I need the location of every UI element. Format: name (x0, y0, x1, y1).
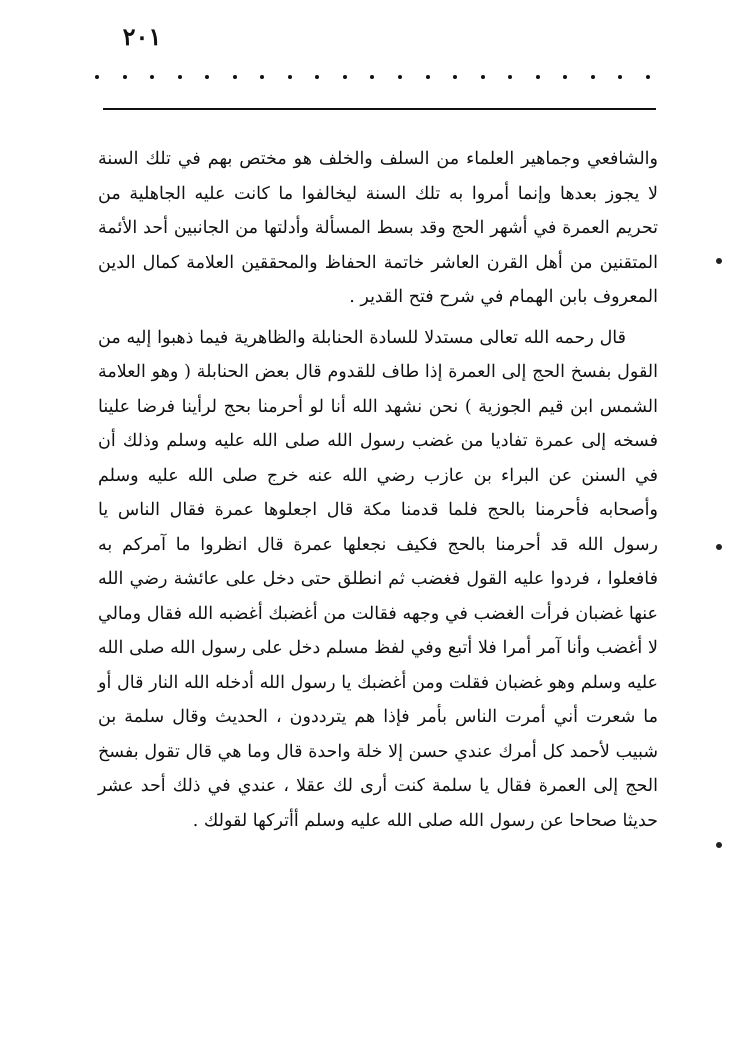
separator-dot (398, 75, 402, 79)
scan-speck (716, 258, 722, 264)
separator-dot (260, 75, 264, 79)
separator-dot (563, 75, 567, 79)
separator-dot (508, 75, 512, 79)
separator-dot (591, 75, 595, 79)
separator-dot (453, 75, 457, 79)
body-text (98, 142, 658, 838)
separator-dot (343, 75, 347, 79)
header-rule (103, 108, 656, 110)
separator-dot (481, 75, 485, 79)
separator-dot (370, 75, 374, 79)
separator-dot (205, 75, 209, 79)
separator-dot (95, 75, 99, 79)
paragraph: قال رحمه الله تعالى مستدلا للسادة الحنابلة والظاهرية فيما ذهبوا إليه من القول بفسخ الحج إلى العمرة إذا طاف للقدوم قال بعض الحنابلة ( وهو العلامة الشمس ابن قيم الجوزية ) نحن نشهد الله أنا لو أحرمنا بحج لرأينا فرضا علينا فسخه إلى عمرة تفاديا من غضب رسول الله صلى الله عليه وسلم وذلك أن في السنن عن البراء بن عازب رضي الله عنه خرج صلى الله عليه وسلم وأصحابه فأحرمنا بالحج فلما قدمنا مكة قال اجعلوها عمرة فقال الناس يا رسول الله قد أحرمنا بالحج فكيف نجعلها عمرة قال انظروا ما آمركم به فافعلوا ، فردوا عليه القول فغضب ثم انطلق حتى دخل على عائشة رضي الله عنها غضبان فرأت الغضب في وجهه فقالت من أغضبك أغضبه الله فقال ومالي لا أغضب وأنا آمر أمرا فلا أتبع وفي لفظ مسلم دخل على رسول الله صلى الله عليه وسلم وهو غضبان فقلت ومن أغضبك يا رسول الله أدخله الله النار قال أو ما شعرت أني أمرت الناس بأمر فإذا هم يترددون ، الحديث وقال سلمة بن شبيب لأحمد كل أمرك عندي حسن إلا خلة واحدة قال وما هي قال تقول بفسخ الحج إلى العمرة فقال يا سلمة كنت أرى لك عقلا ، عندي في ذلك أحد عشر حديثا صحاحا عن رسول الله صلى الله عليه وسلم أأتركها لقولك . (98, 327, 658, 831)
dotted-separator (95, 70, 650, 84)
paragraph: والشافعي وجماهير العلماء من السلف والخلف هو مختص بهم في تلك السنة لا يجوز بعدها وإنما أمروا به تلك السنة ليخالفوا ما كانت عليه الجاهلية من تحريم العمرة في أشهر الحج وقد بسط المسألة وأدلتها من الجانبين أحد الأئمة المتقنين من أهل القرن العاشر خاتمة الحفاظ والمحققين العلامة كمال الدين المعروف بابن الهمام في شرح فتح القدير . (98, 149, 658, 307)
scan-speck (716, 842, 722, 848)
separator-dot (123, 75, 127, 79)
separator-dot (150, 75, 154, 79)
separator-dot (315, 75, 319, 79)
separator-dot (233, 75, 237, 79)
separator-dot (178, 75, 182, 79)
separator-dot (618, 75, 622, 79)
separator-dot (646, 75, 650, 79)
separator-dot (536, 75, 540, 79)
page-number: ٢٠١ (122, 22, 162, 51)
separator-dot (288, 75, 292, 79)
separator-dot (426, 75, 430, 79)
scan-speck (716, 544, 722, 550)
